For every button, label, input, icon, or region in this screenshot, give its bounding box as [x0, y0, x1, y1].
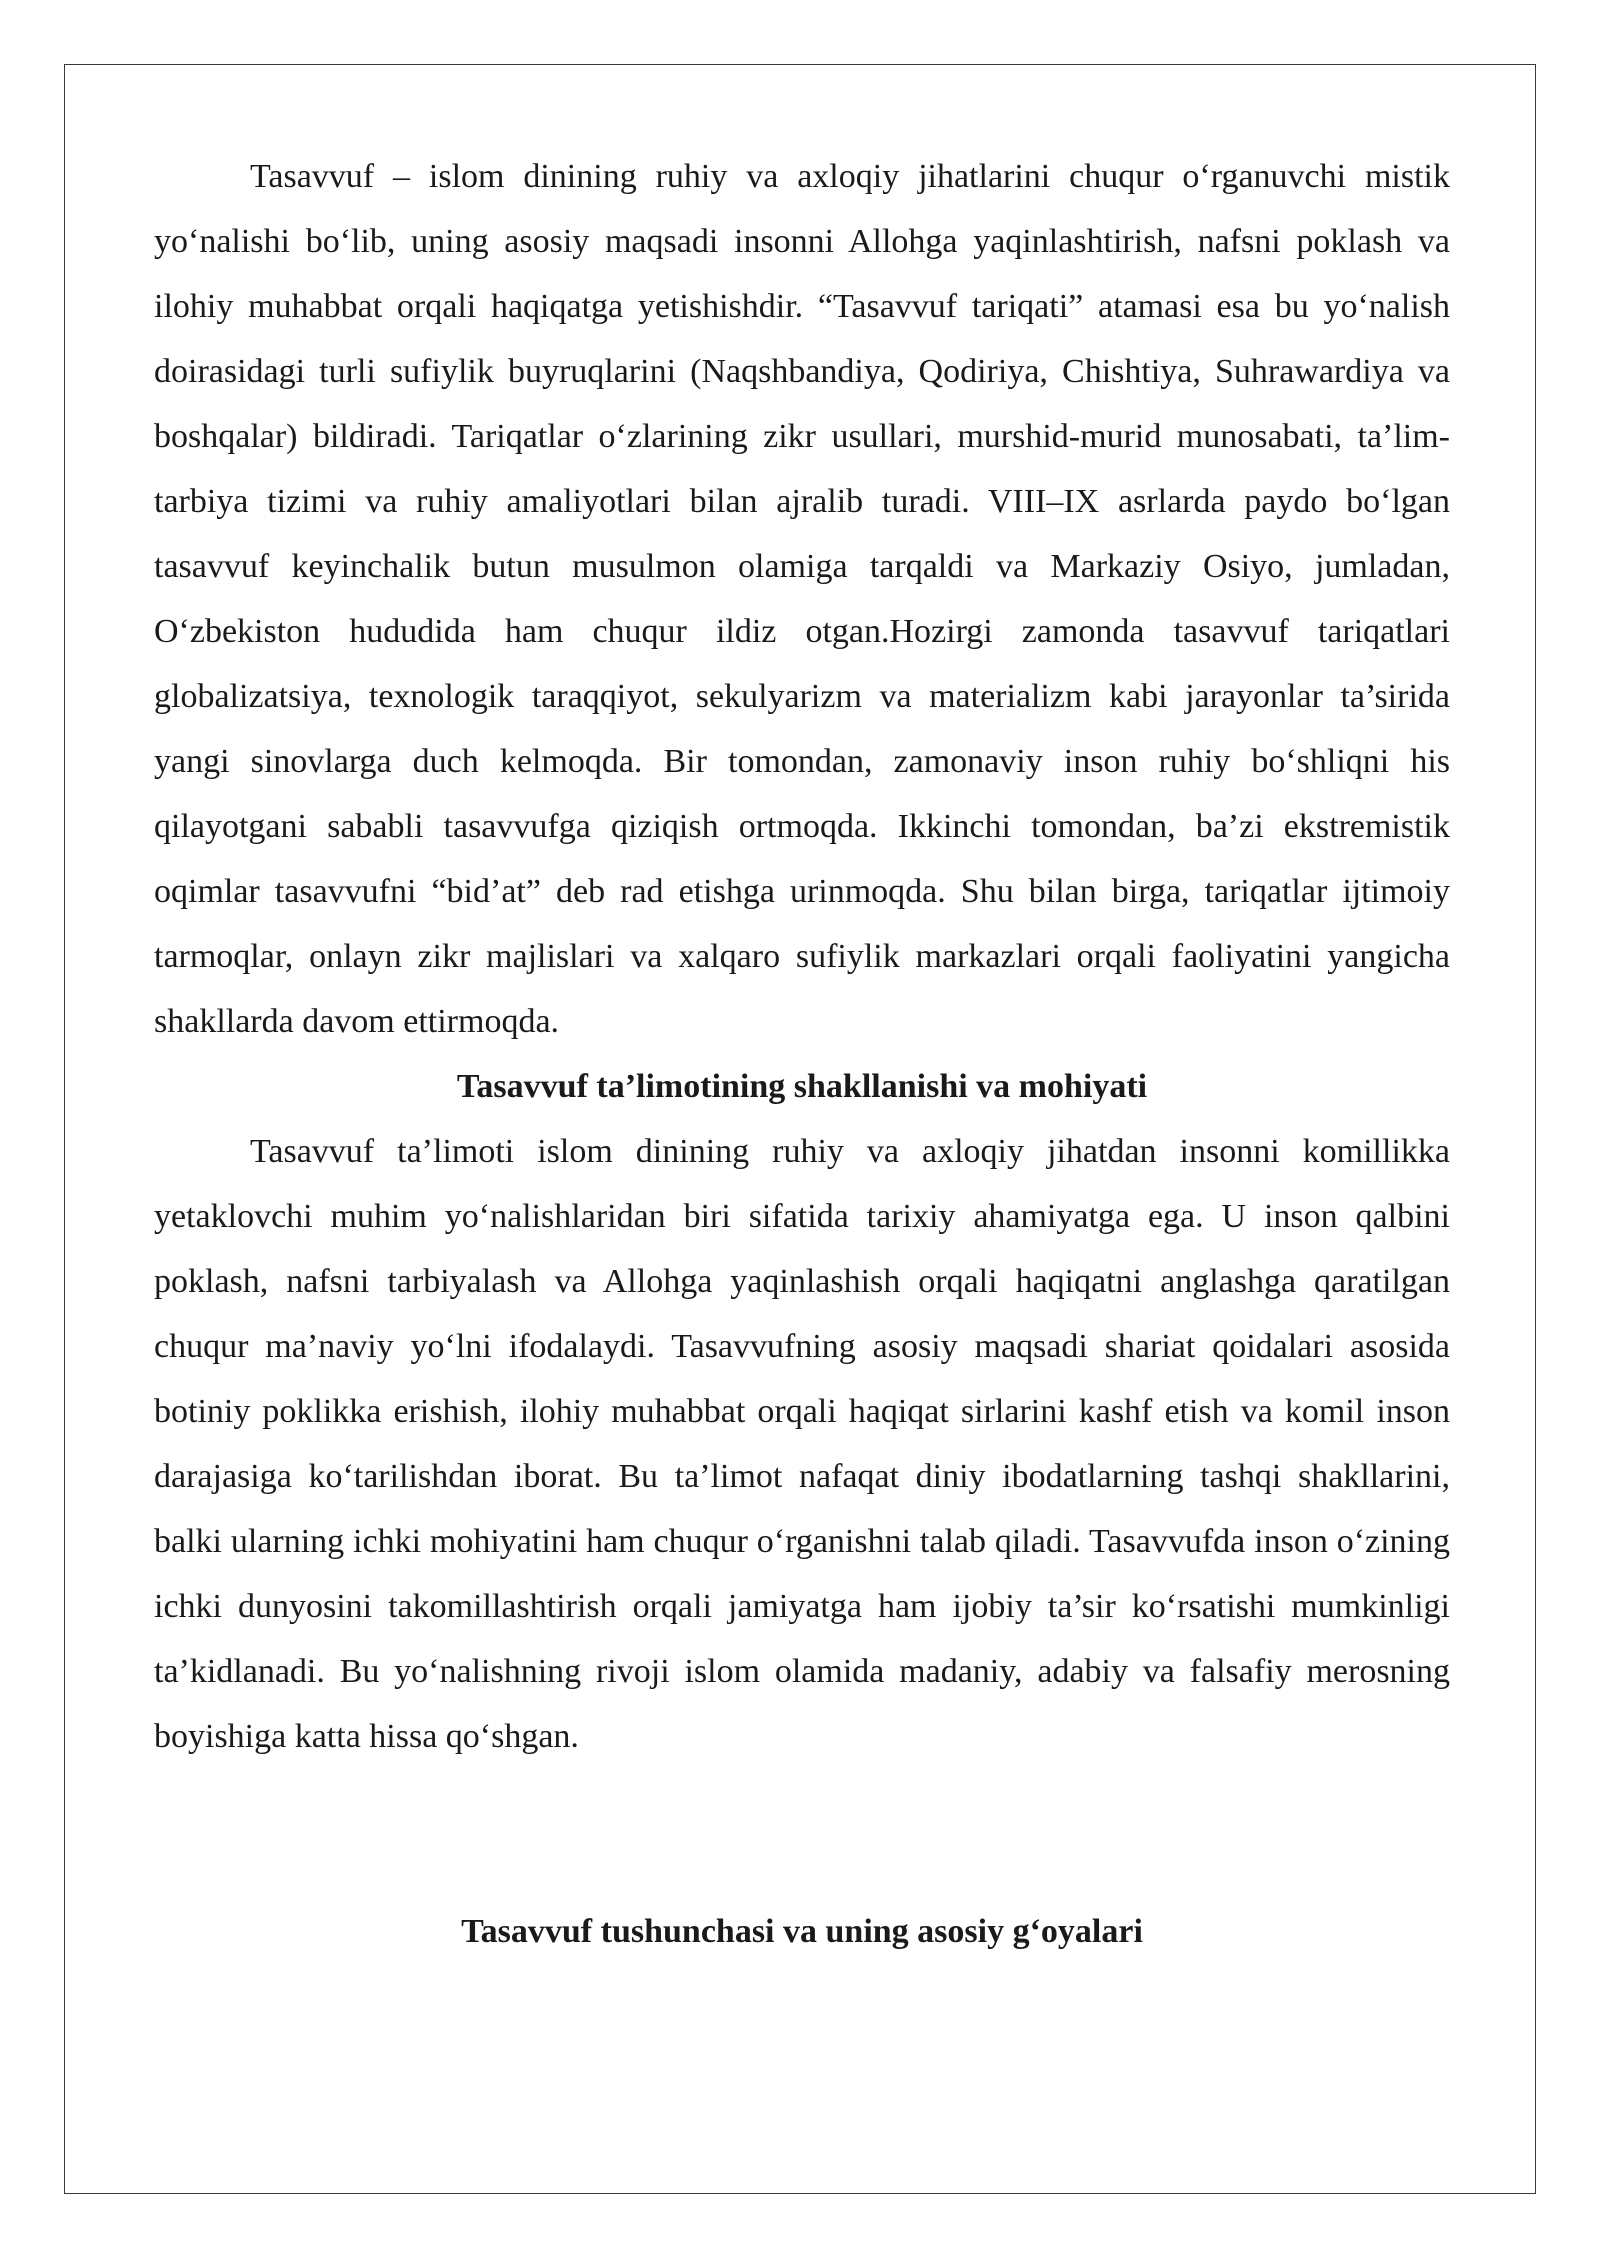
paragraph-intro: Tasavvuf – islom dinining ruhiy va axloqiy jihatlarini chuqur oʻrganuvchi mistik yoʻnalishi boʻlib, uning asosiy maqsadi insonni Allohga yaqinlashtirish, nafsni poklash va ilohiy muhabbat orqali haqiqatga yetishishdir. “Tasavvuf tariqati” atamasi esa bu yoʻnalish doirasidagi turli sufiylik buyruqlarini (Naqshbandiya, Qodiriya, Chishtiya, Suhrawardiya va boshqalar) bildiradi. Tariqatlar oʻzlarining zikr usullari, murshid-murid munosabati, ta’lim-tarbiya tizimi va ruhiy amaliyotlari bilan ajralib turadi. VIII–IX asrlarda paydo boʻlgan tasavvuf keyinchalik butun musulmon olamiga tarqaldi va Markaziy Osiyo, jumladan, Oʻzbekiston hududida ham chuqur ildiz otgan.Hozirgi zamonda tasavvuf tariqatlari globalizatsiya, texnologik taraqqiyot, sekulyarizm va materializm kabi jarayonlar ta’sirida yangi sinovlarga duch kelmoqda. Bir tomondan, zamonaviy inson ruhiy boʻshliqni his qilayotgani sababli tasavvufga qiziqish ortmoqda. Ikkinchi tomondan, ba’zi ekstremistik oqimlar tasavvufni “bid’at” deb rad etishga urinmoqda. Shu bilan birga, tariqatlar ijtimoiy tarmoqlar, onlayn zikr majlislari va xalqaro sufiylik markazlari orqali faoliyatini yangicha shakllarda davom ettirmoqda.: [154, 158, 1450, 1040]
section-heading-concept: Tasavvuf tushunchasi va uning asosiy gʻoyalari: [461, 1913, 1143, 1950]
paragraph-formation: Tasavvuf ta’limoti islom dinining ruhiy va axloqiy jihatdan insonni komillikka yetaklovchi muhim yoʻnalishlaridan biri sifatida tarixiy ahamiyatga ega. U inson qalbini poklash, nafsni tarbiyalash va Allohga yaqinlashish orqali haqiqatni anglashga qaratilgan chuqur ma’naviy yoʻlni ifodalaydi. Tasavvufning asosiy maqsadi shariat qoidalari asosida botiniy poklikka erishish, ilohiy muhabbat orqali haqiqat sirlarini kashf etish va komil inson darajasiga koʻtarilishdan iborat. Bu ta’limot nafaqat diniy ibodatlarning tashqi shakllarini, balki ularning ichki mohiyatini ham chuqur oʻrganishni talab qiladi. Tasavvufda inson oʻzining ichki dunyosini takomillashtirish orqali jamiyatga ham ijobiy ta’sir koʻrsatishi mumkinligi ta’kidlanadi. Bu yoʻnalishning rivoji islom olamida madaniy, adabiy va falsafiy merosning boyishiga katta hissa qoʻshgan.: [154, 1133, 1450, 1755]
document-body: [154, 144, 1450, 1964]
section-heading-formation: Tasavvuf ta’limotining shakllanishi va mohiyati: [456, 1068, 1148, 1105]
section-spacer: [154, 1769, 1450, 1899]
